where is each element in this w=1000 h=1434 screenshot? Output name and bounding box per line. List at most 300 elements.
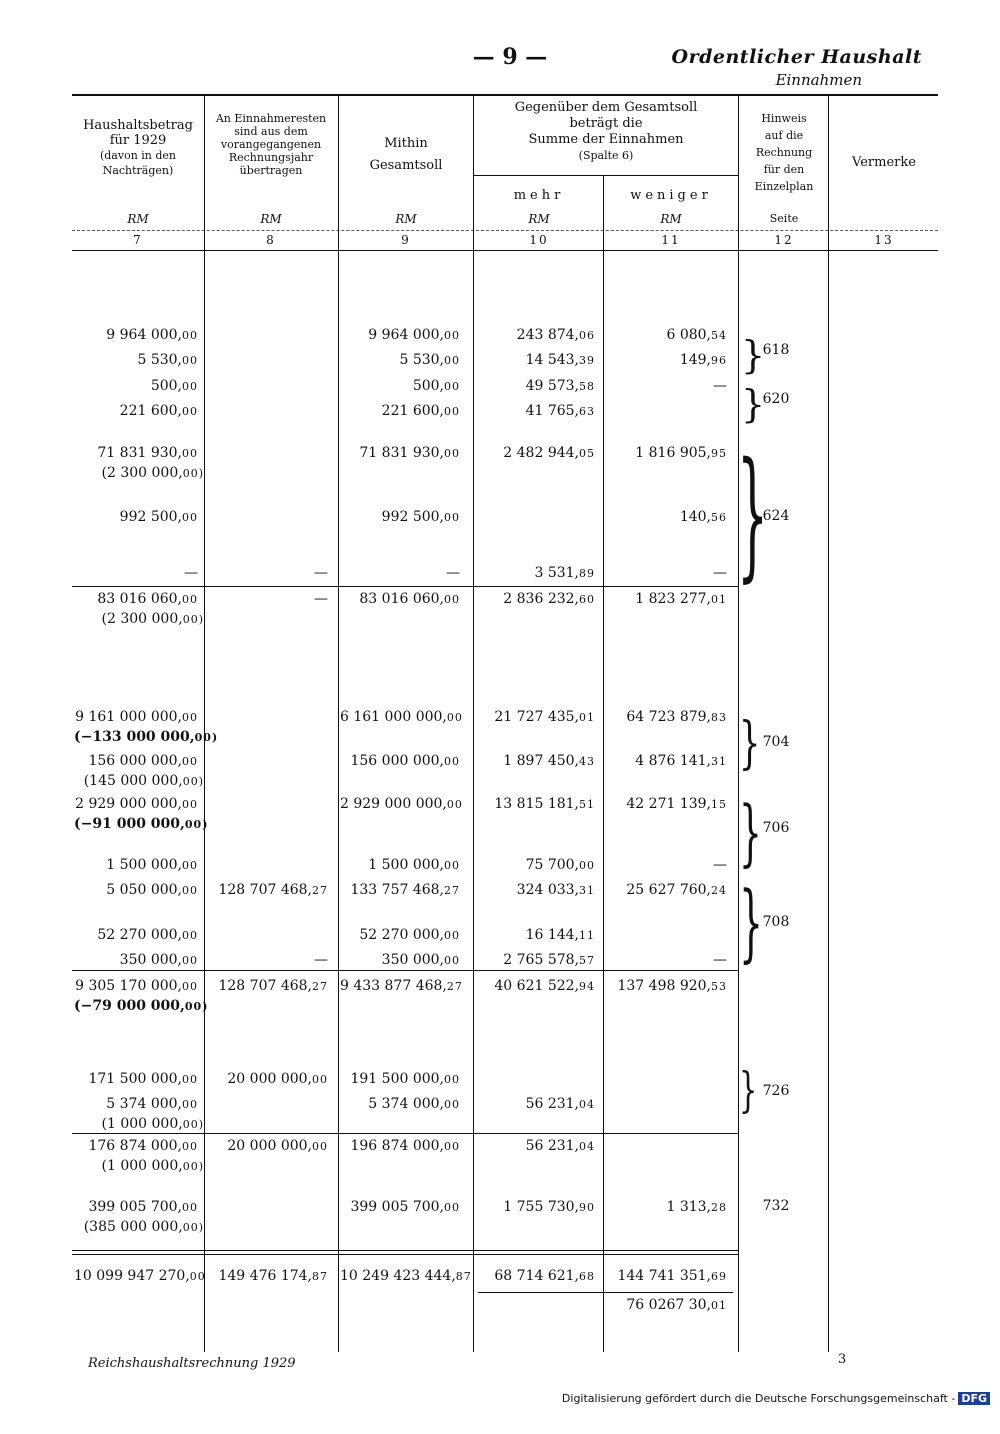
amount-decimals: 00) [182,775,204,788]
col-divider [204,94,205,1352]
amount-decimals: 56 [711,511,727,524]
table-cell [74,977,198,996]
amount: 156 000 000, [350,753,444,769]
amount-decimals: 00 [444,1098,460,1111]
amount-decimals: 24 [711,884,727,897]
table-cell [340,795,463,814]
amount: 1 816 905, [635,445,711,461]
table-cell [74,1095,198,1114]
table-top-rule [72,94,938,96]
amount: (145 000 000, [83,773,183,789]
amount-decimals: 00 [444,859,460,872]
amount: 5 050 000, [106,882,182,898]
unit-label: RM [127,212,149,226]
amount: 42 271 139, [626,796,711,812]
header-text: vorangegangenen [220,138,322,151]
amount: 52 270 000, [359,927,444,943]
table-cell [475,795,595,814]
amount-decimals: 27 [312,884,328,897]
table-cell [74,752,198,771]
seite-label: Seite [769,212,799,225]
table-cell [475,752,595,771]
amount-decimals: 00 [444,447,460,460]
amount-decimals: 04 [579,1140,595,1153]
table-cell [340,590,460,609]
page-ref: 618 [762,342,790,358]
amount: 56 231, [525,1096,579,1112]
amount-decimals: 00 [182,354,198,367]
table-cell [605,977,727,996]
amount: 16 144, [525,927,579,943]
table-cell [605,377,727,395]
amount-decimals: 00 [444,511,460,524]
table-cell [74,951,198,970]
amount-decimals: 00 [312,1073,328,1086]
amount: (2 300 000, [101,465,183,481]
amount: 6 080, [666,327,711,343]
header-text: Rechnungsjahr [228,151,314,164]
amount: 1 500 000, [368,857,444,873]
header-text: Nachträgen) [102,164,174,177]
amount-decimals: 51 [579,798,595,811]
amount: 500, [150,378,182,394]
table-cell [206,977,328,996]
amount: 149 476 174, [218,1268,312,1284]
amount: 221 600, [119,403,182,419]
amount: 350 000, [381,952,444,968]
amount-decimals: 00 [182,511,198,524]
amount-decimals: 00 [444,1201,460,1214]
amount: (1 000 000, [101,1158,183,1174]
amount-decimals: 00 [182,980,198,993]
table-cell [340,926,460,945]
table-cell [340,1095,460,1114]
amount: 83 016 060, [359,591,444,607]
brace-icon: } [739,873,764,971]
footer-right: 3 [838,1352,847,1367]
amount-decimals: 89 [579,567,595,580]
amount-decimals: 54 [711,329,727,342]
amount: 9 964 000, [106,327,182,343]
subtotal-rule [72,970,738,971]
header-text: Haushaltsbetrag [83,118,193,133]
amount: 49 573, [525,378,579,394]
amount: 128 707 468, [218,882,312,898]
amount-decimals: 00 [444,1140,460,1153]
amount-decimals: 43 [579,755,595,768]
amount-decimals: 00 [182,1098,198,1111]
amount: — [713,565,727,581]
table-cell [74,795,198,814]
amount: 4 876 141, [635,753,711,769]
amount: 9 305 170 000, [75,978,182,994]
amount-decimals: 95 [711,447,727,460]
amount: 21 727 435, [494,709,579,725]
amount: 2 929 000 000, [75,796,182,812]
amount-decimals: 11 [579,929,595,942]
amount: 20 000 000, [227,1138,312,1154]
amount: — [314,565,328,581]
amount-decimals: 00) [194,731,219,744]
header-text: für den [763,163,805,176]
amount-decimals: 94 [579,980,595,993]
amount: (−133 000 000, [74,729,195,745]
dfg-logo: DFG [958,1392,990,1405]
table-cell [74,564,198,582]
brace-icon: } [739,711,761,776]
amount-decimals: 00 [182,405,198,418]
amount: 2 482 944, [503,445,579,461]
amount-decimals: 00 [182,859,198,872]
table-cell [475,444,595,463]
amount-decimals: 00 [444,380,460,393]
amount-decimals: 00 [446,711,463,724]
subheader-rule [473,175,738,176]
table-cell [340,326,460,345]
header-text: Rechnung [755,146,813,159]
table-cell [605,856,727,874]
amount-decimals: 00 [182,380,198,393]
amount-decimals: 31 [711,755,727,768]
page-ref: 620 [762,391,790,407]
dfg-credit [562,1392,990,1405]
amount: 5 530, [399,352,444,368]
table-cell [74,708,198,727]
section-title: Ordentlicher Haushalt [671,46,922,68]
amount: 71 831 930, [359,445,444,461]
amount: 243 874, [516,327,579,343]
table-cell [206,590,328,608]
table-cell [605,444,727,463]
amount-decimals: 15 [711,798,727,811]
table-cell [605,508,727,527]
column-number: 12 [774,233,794,247]
table-cell [340,752,460,771]
header-text: Gesamtsoll [369,158,443,173]
amount-decimals: 87 [312,1270,328,1283]
amount-decimals: 00 [444,593,460,606]
table-cell [605,881,727,900]
page-ref: 624 [762,508,790,524]
amount-decimals: 04 [579,1098,595,1111]
table-cell [74,881,198,900]
amount: (1 000 000, [101,1116,183,1132]
header-text: auf die [764,129,804,142]
amount-decimals: 87 [455,1270,472,1283]
section-subtitle: Einnahmen [775,71,862,89]
table-cell [340,856,460,875]
amount: 9 433 877 468, [340,978,447,994]
table-cell [340,881,460,900]
amount-decimals: 00 [182,884,198,897]
amount-decimals: 00) [182,1118,204,1131]
amount-decimals: 01 [579,711,595,724]
header-col10-11-group [475,100,737,164]
nachtrag-cell [74,772,204,791]
table-cell [340,444,460,463]
amount: 128 707 468, [218,978,312,994]
unit-label: RM [260,212,282,226]
amount-decimals: 00 [182,755,198,768]
table-cell [475,1267,595,1286]
table-cell [74,402,198,421]
table-cell [475,564,595,583]
amount-decimals: 01 [711,1299,727,1312]
table-cell [475,1198,595,1217]
table-cell [475,951,595,970]
amount: 2 765 578, [503,952,579,968]
header-col9 [340,133,472,177]
nachtrag-cell [74,1218,204,1237]
amount: (385 000 000, [83,1219,183,1235]
table-cell [74,351,198,370]
amount: 5 374 000, [106,1096,182,1112]
table-cell [340,977,463,996]
amount-decimals: 00 [182,329,198,342]
nachtrag-cell [74,1115,204,1134]
header-col12 [740,110,828,195]
amount: 20 000 000, [227,1071,312,1087]
table-cell [340,951,460,970]
col-divider [603,175,604,1352]
amount: — [713,378,727,394]
nachtrag-cell [74,815,209,834]
amount-decimals: 00 [444,1073,460,1086]
amount: 40 621 522, [494,978,579,994]
amount-decimals: 27 [446,980,463,993]
amount: — [446,565,460,581]
dfg-text: Digitalisierung gefördert durch die Deutsche Forschungsgemeinschaft - [561,1392,956,1405]
amount-decimals: 00 [444,929,460,942]
amount: 1 500 000, [106,857,182,873]
amount: 221 600, [381,403,444,419]
brace-icon: } [739,1062,758,1118]
amount: 5 530, [137,352,182,368]
amount: 1 823 277, [635,591,711,607]
amount: 133 757 468, [350,882,444,898]
amount-decimals: 96 [711,354,727,367]
table-cell [340,1137,460,1156]
amount-decimals: 53 [711,980,727,993]
amount: 71 831 930, [97,445,182,461]
table-cell [605,351,727,370]
page-ref: 732 [762,1198,790,1214]
unit-label: RM [395,212,417,226]
header-col10: mehr [513,188,565,203]
amount: 176 874 000, [88,1138,182,1154]
amount: — [314,591,328,607]
amount: (−91 000 000, [74,816,185,832]
column-number: 13 [874,233,894,247]
amount: 992 500, [381,509,444,525]
amount: 64 723 879, [626,709,711,725]
amount: 149, [679,352,711,368]
difference-value [605,1296,727,1315]
table-cell [74,326,198,345]
amount-decimals: 90 [579,1201,595,1214]
table-cell [340,1070,460,1089]
nachtrag-cell [74,728,219,747]
header-text: beträgt die [569,116,643,131]
header-text: (Spalte 6) [578,149,634,162]
table-cell [475,977,595,996]
amount: 41 765, [525,403,579,419]
amount: — [184,565,198,581]
table-cell [605,795,727,814]
table-cell [475,590,595,609]
amount-decimals: 60 [579,593,595,606]
amount: 2 836 232, [503,591,579,607]
total-rule-bottom [72,1254,738,1255]
amount: 399 005 700, [350,1199,444,1215]
amount: 68 714 621, [494,1268,579,1284]
page-ref: 704 [762,734,790,750]
table-cell [340,351,460,370]
header-text: für 1929 [109,133,167,148]
amount: (−79 000 000, [74,998,185,1014]
amount-decimals: 00 [444,405,460,418]
table-cell [74,856,198,875]
amount-decimals: 00 [312,1140,328,1153]
unit-rule [72,230,938,231]
column-number: 11 [661,233,681,247]
table-cell [74,1070,198,1089]
amount-decimals: 00) [182,1160,204,1173]
table-cell [206,1137,328,1156]
table-cell [475,377,595,396]
table-cell [475,856,595,875]
amount-decimals: 00) [182,1221,204,1234]
header-text: Summe der Einnahmen [528,132,684,147]
amount: 399 005 700, [88,1199,182,1215]
amount: — [713,857,727,873]
table-cell [475,326,595,345]
header-text: (davon in den [99,149,177,162]
amount-decimals: 05 [579,447,595,460]
nachtrag-cell [74,997,209,1016]
brace-icon: } [739,790,762,874]
table-cell [340,402,460,421]
table-cell [74,508,198,527]
col-divider [338,94,339,1352]
table-cell [475,708,595,727]
table-cell [340,1267,472,1286]
table-cell [74,926,198,945]
table-cell [206,951,328,969]
table-cell [605,1198,727,1217]
table-cell [605,326,727,345]
header-text: An Einnahmeresten [215,112,327,125]
table-cell [74,1137,198,1156]
amount-decimals: 39 [579,354,595,367]
subtotal-rule [72,586,738,587]
amount-decimals: 00 [182,711,198,724]
amount-decimals: 00 [444,329,460,342]
amount-decimals: 00 [189,1270,206,1283]
amount: 1 313, [666,1199,711,1215]
table-cell [74,444,198,463]
amount: 137 498 920, [617,978,711,994]
header-col13: Vermerke [852,155,916,170]
amount-decimals: 57 [579,954,595,967]
amount-decimals: 00 [182,593,198,606]
amount-decimals: 00 [182,929,198,942]
amount: 2 929 000 000, [340,796,447,812]
table-cell [605,951,727,969]
nachtrag-cell [74,1157,204,1176]
table-cell [340,708,463,727]
amount-decimals: 58 [579,380,595,393]
table-cell [340,564,460,582]
table-cell [206,564,328,582]
amount-decimals: 27 [312,980,328,993]
brace-icon: } [741,382,766,426]
amount: 10 099 947 270, [74,1268,190,1284]
amount: 76 0267 30, [626,1297,711,1313]
page-ref: 706 [762,820,790,836]
amount: 144 741 351, [617,1268,711,1284]
brace-icon: } [737,433,769,596]
amount-decimals: 00) [182,613,204,626]
nachtrag-cell [74,610,204,629]
amount-decimals: 06 [579,329,595,342]
amount: 6 161 000 000, [340,709,447,725]
amount: 191 500 000, [350,1071,444,1087]
amount: 196 874 000, [350,1138,444,1154]
table-cell [605,590,727,609]
table-cell [475,351,595,370]
table-cell [206,1070,328,1089]
sum-bracket-rule [478,1292,733,1293]
amount: 25 627 760, [626,882,711,898]
amount-decimals: 00 [446,798,463,811]
table-cell [74,590,198,609]
brace-icon: } [741,333,766,377]
header-col11: weniger [630,188,712,203]
amount-decimals: 00 [444,755,460,768]
amount: 324 033, [516,882,579,898]
nachtrag-cell [74,464,204,483]
amount: 156 000 000, [88,753,182,769]
header-col7 [74,118,202,178]
amount: 992 500, [119,509,182,525]
header-text: Mithin [384,136,428,151]
amount-decimals: 28 [711,1201,727,1214]
table-cell [605,564,727,582]
amount-decimals: 69 [711,1270,727,1283]
amount: 10 249 423 444, [340,1268,456,1284]
table-cell [605,1267,727,1286]
table-cell [74,377,198,396]
header-text: Gegenüber dem Gesamtsoll [514,100,698,115]
amount: 1 897 450, [503,753,579,769]
amount: 9 161 000 000, [75,709,182,725]
header-bottom-rule [72,250,938,251]
amount-decimals: 27 [444,884,460,897]
column-number: 9 [401,233,411,247]
amount-decimals: 83 [711,711,727,724]
amount: 140, [679,509,711,525]
amount: 83 016 060, [97,591,182,607]
table-cell [475,881,595,900]
amount: 52 270 000, [97,927,182,943]
footer-left: Reichshaushaltsrechnung 1929 [88,1356,296,1371]
amount-decimals: 00) [184,1000,209,1013]
table-cell [340,508,460,527]
unit-label: RM [528,212,550,226]
amount: 75 700, [525,857,579,873]
amount-decimals: 00 [579,859,595,872]
